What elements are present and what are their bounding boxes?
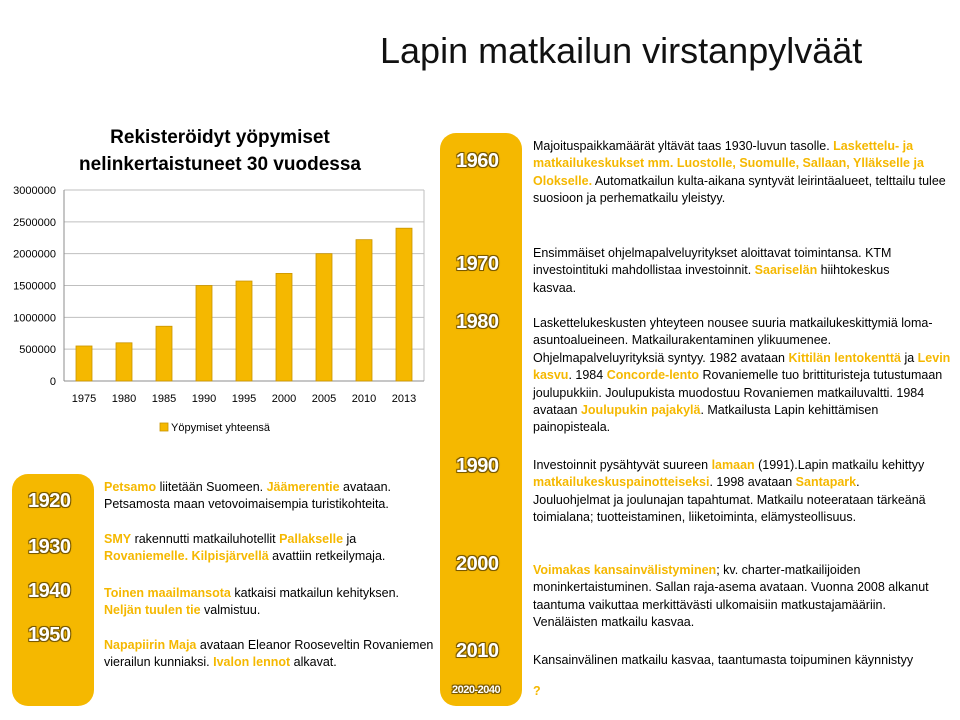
entry-2000 [533,562,933,632]
body-text: avataan Eleanor Rooseveltin Rovaniemen vierailun kunniaksi. [104,638,434,670]
entry-1990 [533,457,933,527]
page-title: Lapin matkailun virstanpylväät [380,30,863,71]
y-tick-label: 2000000 [13,248,56,261]
year-1930: 1930 [28,536,71,558]
highlight-text: Levin kasvu [533,350,951,383]
body-text: avattiin retkeilymaja. [268,549,386,564]
entry-1940 [104,585,439,620]
bar [356,240,372,381]
highlight-text: Toinen maailmansota [104,586,231,600]
highlight-text: Concorde-lento [606,368,700,383]
x-tick-label: 2000 [271,393,297,405]
highlight-text: Jäämerentie [266,480,340,494]
x-tick-label: 1980 [111,393,137,405]
highlight-text: Napapiirin Maja [104,638,197,652]
highlight-text: Saariselän [754,263,818,278]
x-tick-label: 1995 [231,393,257,405]
year-1960: 1960 [456,150,499,172]
y-tick-label: 1000000 [13,312,56,325]
year-1980: 1980 [456,311,499,333]
body-text: katkaisi matkailun kehityksen. [230,586,400,600]
entry-1970 [533,245,933,297]
x-tick-label: 2013 [391,393,417,405]
highlight-text: Santapark [795,475,857,490]
highlight-text: lamaan [711,458,755,472]
highlight-text: Ivalon lennot [213,655,291,670]
body-text: avataan. Petsamosta maan vetovoimaisempia turistikohteita. [104,480,392,512]
highlight-text: Kittilän lentokenttä [788,350,901,365]
highlight-text: Petsamo [104,480,157,494]
bar [76,346,92,381]
entry-1950 [104,637,449,672]
y-tick-label: 500000 [19,344,56,357]
chart-title [60,124,380,178]
bar [396,228,412,381]
year-2010: 2010 [456,640,499,662]
body-text: ; kv. charter-matkailijoiden moninkertaistuminen. Sallan raja-asema avataan. Vuonna 2008 alkanut taantuma vaikuttaa merkittävästi ulkomaisiin matkustajamääriin. Venäläisten matkailu kasvaa. [533,563,929,630]
highlight-text: Laskettelu- ja matkailukeskukset mm. Luostolle, Suomulle, Sallaan, Ylläkselle ja Olokselle. [533,139,924,188]
entry-1980 [533,315,958,437]
year-1940: 1940 [28,580,71,602]
bar [276,273,292,381]
body-text: hiihtokeskus kasvaa. [533,263,890,295]
body-text: Laskettelukeskusten yhteyteen nousee suuria matkailukeskittymiä loma-asuntoalueineen. Matkailurakentaminen ylikuumenee. Ohjelmapalveluyrityksiä syntyy. 1982 avataan [533,316,933,365]
highlight-text: Neljän tuulen tie [104,603,201,618]
body-text: . 1984 [568,368,607,383]
timeline-bar-right [440,133,522,706]
body-text: (1991).Lapin matkailu kehittyy [754,458,925,472]
body-text: Automatkailun kulta-aikana syntyvät leirintäalueet, telttailu tulee suosioon ja perhematkailu yleistyy. [533,173,946,206]
year-1920: 1920 [28,490,71,512]
body-text: Majoituspaikkamäärät yltävät taas 1930-luvun tasolle. [533,139,834,153]
year-1970: 1970 [456,253,499,275]
x-tick-label: 2010 [351,393,377,405]
body-text: Investoinnit pysähtyvät suureen [533,458,712,472]
bar-chart [0,180,440,440]
entry-1930 [104,531,439,566]
bar [196,286,212,382]
x-tick-label: 1975 [71,393,97,405]
y-tick-label: 2500000 [13,216,56,229]
x-tick-label: 2005 [311,393,337,405]
body-text: Kansainvälinen matkailu kasvaa, taantumasta toipuminen käynnistyy [533,653,914,667]
highlight-text: SMY [104,532,132,546]
body-text: valmistuu. [200,603,261,618]
x-tick-label: 1985 [151,393,177,405]
highlight-text: Rovaniemelle. Kilpisjärvellä [104,549,269,564]
highlight-text: Pallakselle [279,532,344,546]
body-text: rakennutti matkailuhotellit [131,532,280,546]
entry-2010 [533,652,953,669]
year-1990: 1990 [456,455,499,477]
legend-swatch [160,423,168,431]
body-text: ja [343,532,357,546]
body-text: alkavat. [290,655,337,670]
year-1950: 1950 [28,624,71,646]
body-text: . 1998 avataan [709,475,796,490]
y-tick-label: 3000000 [13,185,56,197]
chart-title-line-1: Rekisteröidyt yöpymiset [110,127,330,148]
y-tick-label: 0 [49,376,56,388]
y-tick-label: 1500000 [13,280,56,293]
body-text: . Matkailusta Lapin kehittämisen painopisteala. [533,403,879,435]
body-text: liitetään Suomeen. [156,480,267,494]
entry-1960 [533,138,953,208]
highlight-text: Joulupukin pajakylä [580,403,701,418]
x-tick-label: 1990 [191,393,217,405]
year-2000: 2000 [456,553,499,575]
bar [156,326,172,381]
legend-label: Yöpymiset yhteensä [171,422,271,434]
bar [316,254,332,381]
bar [116,343,132,381]
entry-1920 [104,479,439,514]
year-2020-2040: 2020-2040 [452,684,501,696]
entry-2020-2040 [533,683,633,700]
body-text: . Jouluohjelmat ja joulunajan tapahtumat. Matkailu noteerataan tärkeänä toimialana; tuotteistaminen, liiketoiminta, elämysteollisuus. [533,475,926,525]
body-text: ja [900,350,918,365]
body-text: Ensimmäiset ohjelmapalveluyritykset aloittavat toimintansa. KTM investointituki mahdollistaa investoinnit. [533,246,892,278]
highlight-text: ? [533,684,541,698]
body-text: Rovaniemelle tuo brittituristeja tutustumaan joulupukkiin. Joulupukista muodostuu Rovaniemen matkailuvaltti. 1984 avataan [533,368,943,418]
highlight-text: matkailukeskuspainotteiseksi [533,475,710,490]
bar [236,281,252,381]
highlight-text: Voimakas kansainvälistyminen [533,563,717,577]
chart-title-line-2: nelinkertaistuneet 30 vuodessa [79,154,361,175]
